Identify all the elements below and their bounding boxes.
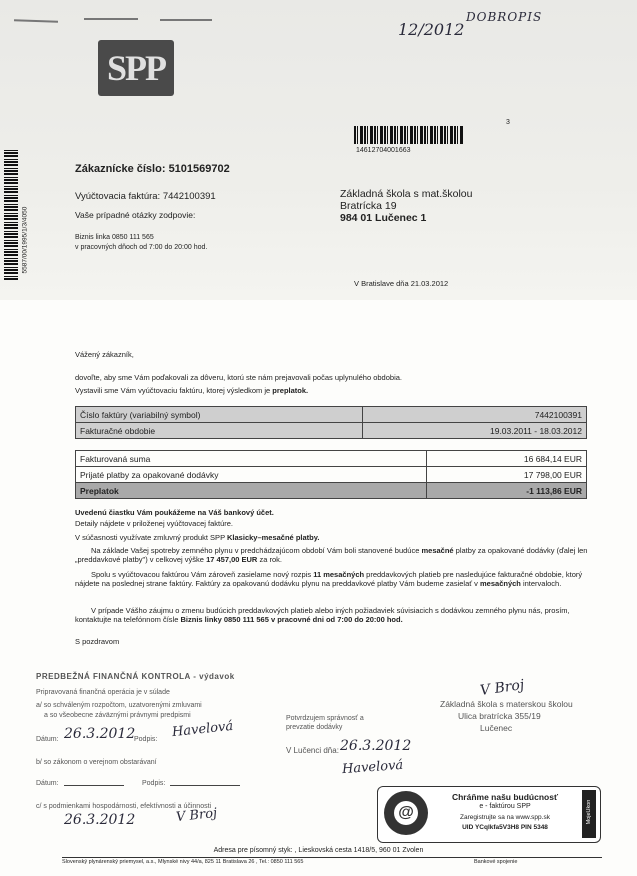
cell-label: Preplatok [76,483,427,499]
cell-value: 19.03.2011 - 18.03.2012 [363,423,587,439]
promo-title: Chráňme našu budúcnosť [451,792,559,802]
invoice-number: 7442100391 [162,191,216,202]
control-title: PREDBEŽNÁ FINANČNÁ KONTROLA - výdavok [36,672,235,681]
p5-a: V prípade Vášho záujmu o zmenu budúcich preddavkových platieb alebo iných požiadaviek súvisiacich s dodávkou zemného plynu nás, prosím, kontaktujte na telefónnom čísle [75,606,570,624]
verify-place: V Lučenci dňa: [286,746,339,755]
control-l3: a so všeobecne záväznými právnymi predpismi [44,712,191,719]
letter-p2-bold: preplatok. [272,386,309,395]
control-date1: 26.3.2012 [64,726,136,742]
p3-e: za rok. [257,555,282,564]
footer-rule [62,857,602,858]
page-number: 3 [506,119,510,126]
letter-p5 [75,606,595,624]
p3-c: platby za opakované dodávky (ďalej len „preddavkové platby") v celkovej výške [75,546,588,564]
barcode [354,126,464,144]
vertical-barcode [4,150,18,280]
letter-p3 [75,546,595,564]
details-note: Detaily nájdete v priloženej vyúčtovacej faktúre. [75,519,233,528]
control-sig1: Havelová [171,718,234,741]
cell-value: -1 113,86 EUR [427,483,587,499]
footer-company: Slovenský plynárenský priemysel, a.s., Mlynské nivy 44/a, 825 11 Bratislava 26 , Tel.: 0850 111 565 [62,859,304,865]
control-l1: Pripravovaná finančná operácia je v súlade [36,689,170,696]
control-date3: 26.3.2012 [64,812,136,828]
p5-b: Biznis linky 0850 111 565 v pracovné dni od 7:00 do 20:00 hod. [180,615,403,624]
p4-b: 11 mesačných [313,570,365,579]
promo-side-text: MojeUkon [586,799,592,825]
p3-b: mesačné [421,546,454,555]
business-line: Biznis linka 0850 111 565 [75,234,154,241]
control-sig3: V Broj [175,805,218,826]
control-date-label: Dátum: [36,736,59,743]
table-row [76,483,587,499]
p4-e: intervaloch. [520,579,562,588]
invoice-line [75,191,216,202]
cell-label: Fakturovaná suma [76,451,427,467]
cell-value: 16 684,14 EUR [427,451,587,467]
scan-mark [84,18,138,20]
letter-p1: dovoľte, aby sme Vám poďakovali za dôveru, ktorú ste nám prejavovali počas uplynulého obdobia. [75,373,402,382]
product-text: V súčasnosti využívate zmluvný produkt SPP [75,533,228,542]
footer-address: Adresa pre písomný styk: , Lieskovská cesta 1418/5, 960 01 Zvolen [213,847,424,854]
invoice-table [75,406,587,439]
control-sig-label: Podpis: [134,736,158,743]
p3-a: Na základe Vašej spotreby zemného plynu v predchádzajúcom období Vám boli stanovené budúce [91,546,422,555]
handwritten-stamp-name: DOBROPIS [466,10,543,24]
control-l4: b/ so zákonom o verejnom obstarávaní [36,759,157,766]
control-l2: a/ so schváleným rozpočtom, uzatvorenými zmluvami [36,702,202,709]
questions-label: Vaše prípadné otázky zodpovie: [75,210,196,220]
p3-d: 17 457,00 EUR [206,555,258,564]
p4-c: preddavkových platieb pre nasledujúce fakturačné obdobie, ktorý nájdete na poslednej strane faktúry. Faktúry za opakovanú dodávku plynu na preddavkové platby Vám budeme zasielať v [75,570,583,588]
p4-d: mesačných [480,579,521,588]
school-stamp-signature: V Broj [479,676,526,700]
handwritten-period: 12/2012 [398,20,465,39]
amount-table [75,450,587,499]
flower-icon: @ [384,791,428,835]
control-date-label2: Dátum: [36,780,59,787]
recipient-name: Základná škola s mat.školou [340,188,473,200]
table-row [76,407,587,423]
school-stamp-l1: Základná škola s materskou školou [440,699,573,709]
letter-p2 [75,386,308,395]
promo-register: Zaregistrujte sa na www.spp.sk [460,814,550,821]
cell-value: 17 798,00 EUR [427,467,587,483]
table-row [76,467,587,483]
promo-side-tab [582,790,596,838]
product-name: Klasicky–mesačné platby. [227,533,320,542]
verify-text: Potvrdzujem správnosť a prevzatie dodávky [286,715,364,731]
letter-p2-text: Vystavili sme Vám vyúčtovaciu faktúru, ktorej výsledkom je [75,386,273,395]
verify-signature: Havelová [341,757,404,778]
footer-bank: Bankové spojenie [474,859,518,865]
vertical-code: 5587/00/1995/1/3/4050 [21,206,29,274]
product-line [75,533,319,542]
cell-label: Fakturačné obdobie [76,423,363,439]
barcode-number: 14612704001663 [356,147,411,154]
school-stamp-l2: Ulica bratrícka 355/19 [458,711,541,721]
control-l5: c/ s podmienkami hospodárnosti, efektívnosti a účinnosti [36,803,212,810]
control-sig-label2: Podpis: [142,780,166,787]
business-hours: v pracovných dňoch od 7:00 do 20:00 hod. [75,244,208,251]
closing: S pozdravom [75,637,120,646]
table-row [76,451,587,467]
customer-number-label: Zákaznícke číslo: [75,163,166,175]
customer-number-line [75,163,230,175]
letter-p4 [75,570,595,588]
sig-underline [170,785,240,786]
cell-value: 7442100391 [363,407,587,423]
spp-logo [98,40,174,96]
recipient-city: 984 01 Lučenec 1 [340,212,427,224]
verify-date: 26.3.2012 [340,738,412,754]
customer-number: 5101569702 [168,163,230,175]
promo-sub: e - faktúrou SPP [479,803,531,810]
promo-uid: UID YCqlkfa5V3H8 PIN 5348 [462,824,548,831]
cell-label: Číslo faktúry (variabilný symbol) [76,407,363,423]
school-stamp-l3: Lučenec [480,723,513,733]
date-line: V Bratislave dňa 21.03.2012 [354,279,449,288]
scan-mark [160,19,212,21]
salutation: Vážený zákazník, [75,350,134,359]
refund-note: Uvedenú čiastku Vám poukážeme na Váš bankový účet. [75,508,274,517]
cell-label: Prijaté platby za opakované dodávky [76,467,427,483]
date-underline [64,785,124,786]
p4-a: Spolu s vyúčtovacou faktúrou Vám zároveň zasielame nový rozpis [91,570,314,579]
table-row [76,423,587,439]
invoice-label: Vyúčtovacia faktúra: [75,191,161,202]
header-band [0,0,637,300]
recipient-street: Bratrícka 19 [340,200,397,212]
logo-text: SPP [106,48,165,88]
